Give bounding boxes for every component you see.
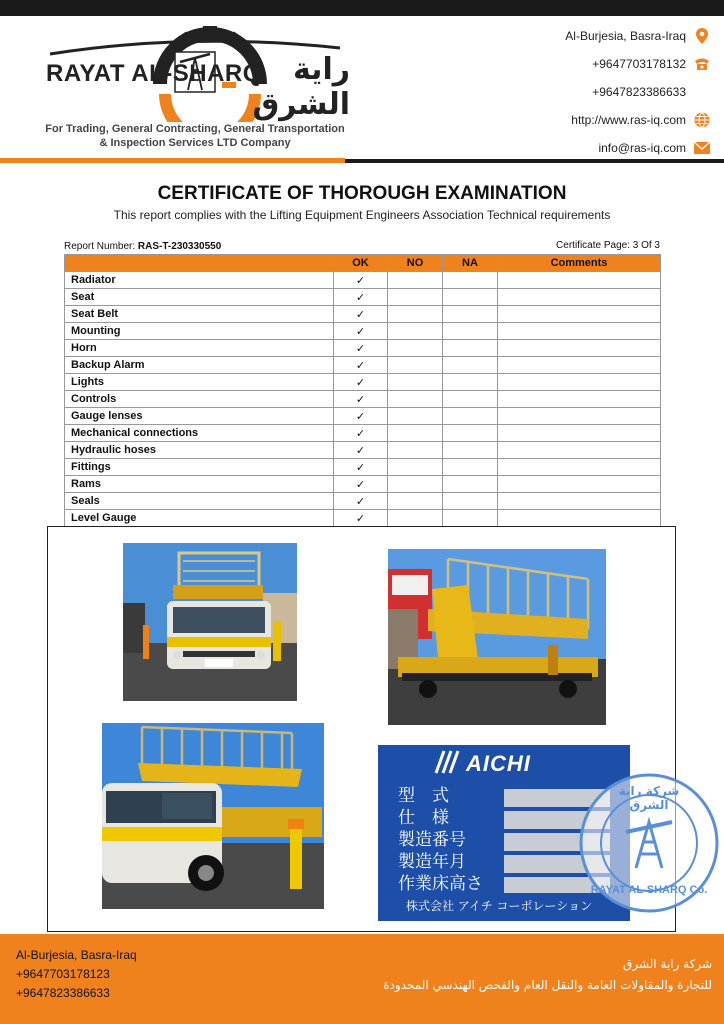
row-no-cell (388, 306, 443, 323)
table-row (65, 374, 661, 391)
table-row (65, 425, 661, 442)
header-na: NA (443, 255, 498, 272)
row-comments-cell (498, 391, 661, 408)
brand-name-en: RAYAT AL-SHARQ (46, 60, 262, 87)
row-na-cell (443, 272, 498, 289)
tagline-line-1: For Trading, General Contracting, General Transportation (45, 123, 345, 135)
row-ok-cell: ✓ (334, 374, 388, 391)
company-logo (40, 22, 350, 147)
header-comments: Comments (498, 255, 661, 272)
certificate-page: Certificate Page: 3 Of 3 (556, 240, 660, 251)
stamp-text-bottom: RAYAT AL-SHARQ Co. (590, 884, 708, 896)
table-row (65, 340, 661, 357)
row-item-label: Seat Belt (65, 306, 334, 323)
contact-info (470, 22, 710, 162)
row-comments-cell (498, 510, 661, 527)
row-no-cell (388, 357, 443, 374)
header-no: NO (388, 255, 443, 272)
certificate-subtitle: This report complies with the Lifting Equipment Engineers Association Technical requirements (113, 208, 611, 222)
row-comments-cell (498, 357, 661, 374)
row-no-cell (388, 272, 443, 289)
row-item-label: Rams (65, 476, 334, 493)
row-na-cell (443, 408, 498, 425)
row-na-cell (443, 476, 498, 493)
footer-address: Al-Burjesia, Basra-Iraq (16, 948, 137, 962)
photo-truck-side (102, 723, 324, 909)
row-item-label: Gauge lenses (65, 408, 334, 425)
brand-name-ar: راية الشرق (252, 52, 350, 122)
table-row (65, 306, 661, 323)
row-item-label: Mounting (65, 323, 334, 340)
row-ok-cell: ✓ (334, 289, 388, 306)
row-item-label: Controls (65, 391, 334, 408)
table-row (65, 476, 661, 493)
plate-labels: 型 式 仕 様 製造番号 製造年月 作業床高さ (398, 786, 483, 894)
report-number-label: Report Number: (64, 241, 138, 252)
table-row (65, 459, 661, 476)
report-number (64, 241, 221, 252)
row-item-label: Hydraulic hoses (65, 442, 334, 459)
table-row (65, 357, 661, 374)
row-na-cell (443, 289, 498, 306)
table-row (65, 510, 661, 527)
row-comments-cell (498, 374, 661, 391)
table-row (65, 391, 661, 408)
table-body (65, 272, 661, 527)
mail-icon (694, 140, 710, 156)
row-comments-cell (498, 272, 661, 289)
row-ok-cell: ✓ (334, 442, 388, 459)
top-bar (0, 0, 724, 16)
contact-phone-1[interactable]: +9647703178132 (470, 50, 710, 78)
row-item-label: Mechanical connections (65, 425, 334, 442)
row-item-label: Seat (65, 289, 334, 306)
row-no-cell (388, 510, 443, 527)
row-no-cell (388, 323, 443, 340)
header-ok: OK (334, 255, 388, 272)
table-row (65, 289, 661, 306)
row-ok-cell: ✓ (334, 476, 388, 493)
row-comments-cell (498, 425, 661, 442)
row-comments-cell (498, 306, 661, 323)
row-na-cell (443, 459, 498, 476)
report-number-value: RAS-T-230330550 (137, 241, 222, 252)
row-comments-cell (498, 340, 661, 357)
row-item-label: Lights (65, 374, 334, 391)
table-header-row (65, 255, 661, 272)
globe-icon (694, 112, 710, 128)
footer-phone-1[interactable]: +9647703178123 (16, 967, 110, 981)
row-comments-cell (498, 459, 661, 476)
table-row (65, 493, 661, 510)
row-na-cell (443, 340, 498, 357)
row-item-label: Level Gauge (65, 510, 334, 527)
row-na-cell (443, 510, 498, 527)
contact-email[interactable]: info@ras-iq.com (470, 134, 710, 162)
row-na-cell (443, 357, 498, 374)
header-divider-orange (0, 158, 345, 163)
row-no-cell (388, 391, 443, 408)
row-na-cell (443, 425, 498, 442)
row-item-label: Seals (65, 493, 334, 510)
company-stamp (576, 770, 722, 916)
row-na-cell (443, 306, 498, 323)
table-row (65, 408, 661, 425)
row-no-cell (388, 476, 443, 493)
plate-brand: AICHI (466, 751, 531, 776)
row-comments-cell (498, 289, 661, 306)
plate-maker: 株式会社 アイチ コーポレーション (406, 899, 593, 913)
table-row (65, 323, 661, 340)
footer-ar-line-2: للتجارة والمقاولات العامة والنقل العام والفحص الهندسي المحدودة (383, 978, 712, 992)
row-no-cell (388, 408, 443, 425)
row-ok-cell: ✓ (334, 510, 388, 527)
table-row (65, 442, 661, 459)
row-na-cell (443, 374, 498, 391)
inspection-checklist-table (64, 254, 661, 527)
company-tagline (40, 122, 350, 150)
footer-phone-2[interactable]: +9647823386633 (16, 986, 110, 1000)
row-no-cell (388, 374, 443, 391)
photo-truck-front (123, 543, 297, 701)
row-ok-cell: ✓ (334, 391, 388, 408)
contact-address: Al-Burjesia, Basra-Iraq (470, 22, 710, 50)
row-comments-cell (498, 476, 661, 493)
table-row (65, 272, 661, 289)
row-na-cell (443, 493, 498, 510)
row-no-cell (388, 289, 443, 306)
photo-truck-rear (388, 549, 606, 725)
contact-phone-2[interactable]: +9647823386633 (592, 85, 686, 99)
footer-arabic-info (383, 954, 712, 996)
phone-icon (694, 56, 710, 72)
row-ok-cell: ✓ (334, 340, 388, 357)
row-na-cell (443, 323, 498, 340)
row-item-label: Radiator (65, 272, 334, 289)
row-no-cell (388, 340, 443, 357)
row-no-cell (388, 459, 443, 476)
row-item-label: Horn (65, 340, 334, 357)
row-comments-cell (498, 442, 661, 459)
row-item-label: Backup Alarm (65, 357, 334, 374)
row-ok-cell: ✓ (334, 357, 388, 374)
row-ok-cell: ✓ (334, 306, 388, 323)
row-comments-cell (498, 323, 661, 340)
row-ok-cell: ✓ (334, 323, 388, 340)
row-ok-cell: ✓ (334, 408, 388, 425)
row-item-label: Fittings (65, 459, 334, 476)
row-ok-cell: ✓ (334, 493, 388, 510)
row-comments-cell (498, 493, 661, 510)
header-divider-black (345, 159, 724, 163)
plate-logo-icon (434, 749, 462, 775)
row-ok-cell: ✓ (334, 459, 388, 476)
row-no-cell (388, 425, 443, 442)
row-ok-cell: ✓ (334, 425, 388, 442)
tagline-line-2: & Inspection Services LTD Company (99, 137, 291, 149)
row-no-cell (388, 442, 443, 459)
footer-contacts (16, 946, 137, 1003)
header-item (65, 255, 334, 272)
footer-ar-line-1: شركة راية الشرق (623, 957, 712, 971)
row-comments-cell (498, 408, 661, 425)
row-na-cell (443, 442, 498, 459)
row-no-cell (388, 493, 443, 510)
row-ok-cell: ✓ (334, 272, 388, 289)
contact-website[interactable]: http://www.ras-iq.com (470, 106, 710, 134)
footer (0, 934, 724, 1024)
stamp-text-top: شركة راية الشرق (618, 784, 680, 812)
location-pin-icon (694, 28, 710, 44)
row-na-cell (443, 391, 498, 408)
certificate-title: CERTIFICATE OF THOROUGH EXAMINATION (157, 183, 567, 204)
